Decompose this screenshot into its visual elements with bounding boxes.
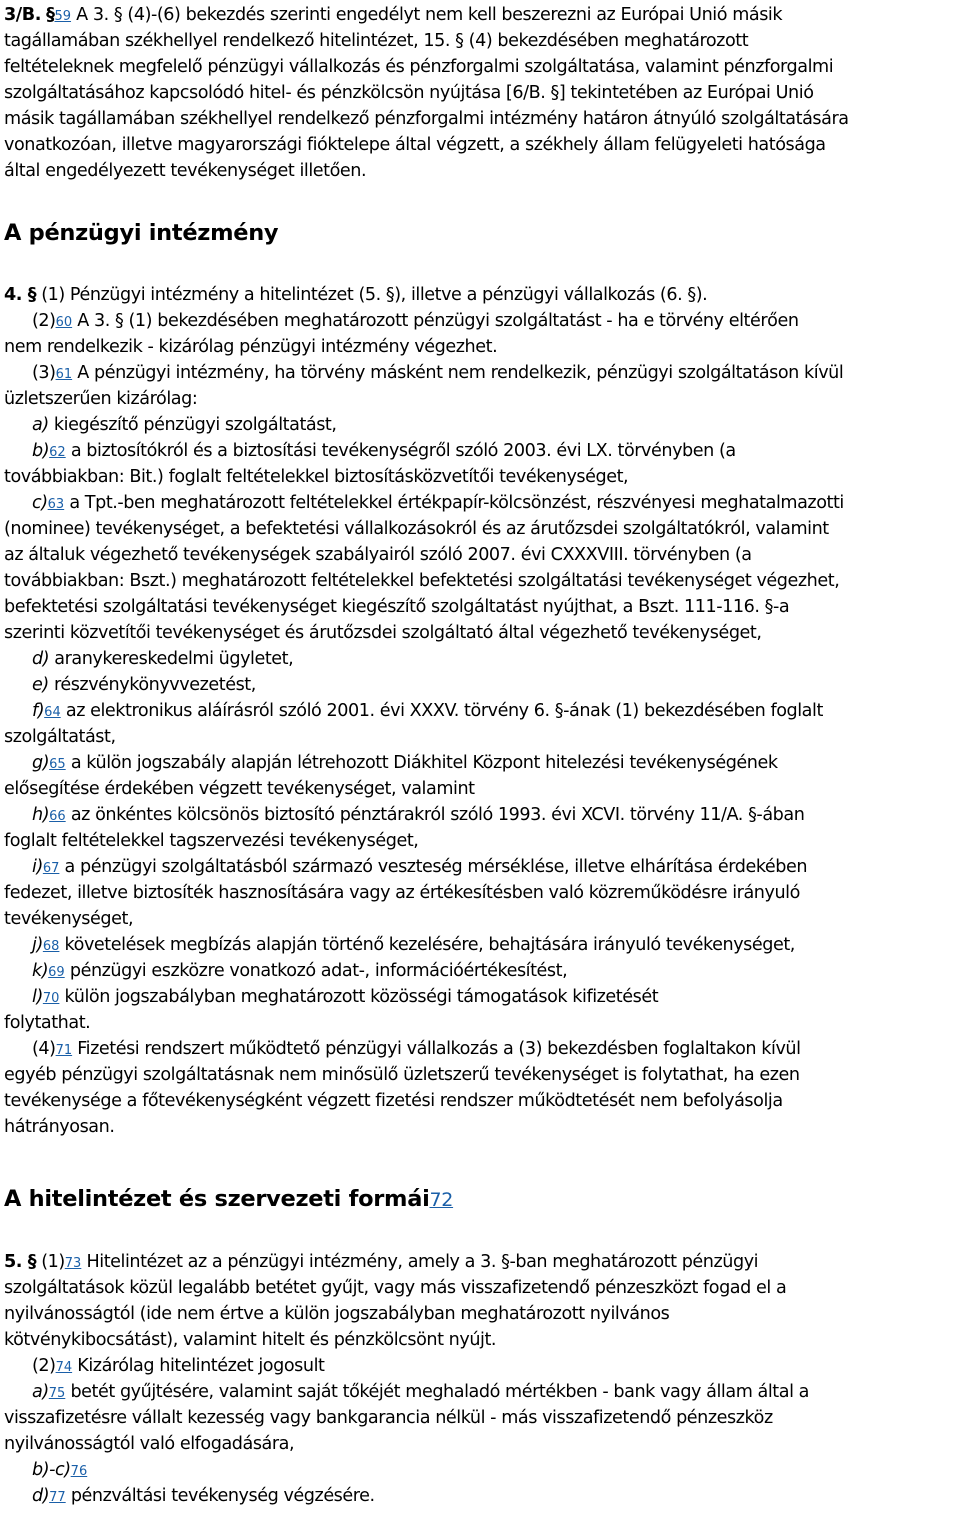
text-span: (1) Pénzügyi intézmény a hitelintézet (5. §), illetve a pénzügyi vállalkozás (6. §).	[36, 285, 708, 305]
text-span: részvénykönyvvezetést,	[48, 675, 256, 695]
point-h-line-1	[32, 803, 804, 829]
section-4-p4-line-1	[32, 1037, 801, 1063]
text-span: Kizárólag hitelintézet jogosult	[72, 1356, 325, 1376]
footnote-link-72[interactable]: 72	[429, 1189, 454, 1211]
section-number: 3/B.	[4, 5, 41, 25]
footnote-link-69[interactable]: 69	[48, 965, 65, 980]
section-number: 4. §	[4, 285, 37, 305]
point-label: e)	[32, 675, 49, 695]
text-span: külön jogszabályban meghatározott közösségi támogatások kifizetését	[59, 987, 659, 1007]
point-label: k)	[32, 961, 49, 981]
point-label: g)	[32, 753, 50, 773]
point-a	[32, 413, 337, 437]
footnote-link-60[interactable]: 60	[55, 315, 73, 330]
section-3b-line-2: tagállamában székhellyel rendelkező hitelintézet, 15. § (4) bekezdésében meghatározott	[4, 31, 749, 51]
point-c-line-4: továbbiakban: Bszt.) meghatározott feltételekkel befektetési szolgáltatási tevékenységet végezhet,	[4, 571, 840, 591]
point-l	[32, 985, 658, 1011]
footnote-link-71[interactable]: 71	[55, 1043, 73, 1058]
footnote-link-73[interactable]: 73	[64, 1256, 82, 1271]
point-c-line-5: befektetési szolgáltatási tevékenységet kiegészítő szolgáltatást nyújthat, a Bszt. 111-116. §-a	[4, 597, 790, 617]
point-label: h)	[32, 805, 50, 825]
text-span: A 3. § (4)-(6) bekezdés szerinti engedélyt nem kell beszerezni az Európai Unió másik	[71, 5, 783, 25]
text-span: a biztosítókról és a biztosítási tevékenységről szóló 2003. évi LX. törvényben (a	[65, 441, 736, 461]
point-label: a)	[32, 1382, 49, 1402]
section-5-p1-line-4: kötvénykibocsátást), valamint hitelt és pénzkölcsönt nyújt.	[4, 1330, 497, 1350]
point-label: d)	[32, 649, 50, 669]
footnote-link-61[interactable]: 61	[55, 367, 73, 382]
point-c-line-1	[32, 491, 844, 517]
heading-penzugyi-intezmeny: A pénzügyi intézmény	[4, 220, 279, 246]
point-d	[32, 647, 293, 671]
point-f-line-2: szolgáltatást,	[4, 727, 116, 747]
footnote-link-76[interactable]: 76	[70, 1464, 88, 1479]
text-span: betét gyűjtésére, valamint saját tőkéjét meghaladó mértékben - bank vagy állam által a	[65, 1382, 809, 1402]
point-label: f)	[32, 701, 45, 721]
section-sign: §	[46, 5, 55, 25]
section-3b-line-4: szolgáltatásához kapcsolódó hitel- és pénzkölcsön nyújtása [6/B. §] tekintetében az Európai Unió	[4, 83, 814, 103]
section-5-p1-line-2: szolgáltatások közül legalább betétet gyűjt, vagy más visszafizetendő pénzeszközt fogad el a	[4, 1278, 787, 1298]
point-k	[32, 959, 567, 985]
point-label: j)	[32, 935, 43, 955]
point-f-line-1	[32, 699, 823, 725]
section-4-tail: folytathat.	[4, 1013, 91, 1033]
text-span: A pénzügyi intézmény, ha törvény másként nem rendelkezik, pénzügyi szolgáltatáson kívül	[72, 363, 844, 383]
paragraph-number: (2)	[32, 311, 56, 331]
point-g-line-1	[32, 751, 778, 777]
footnote-link-64[interactable]: 64	[44, 705, 61, 720]
section-5-p1-line-1	[4, 1250, 758, 1276]
text-span: a külön jogszabály alapján létrehozott Diákhitel Központ hitelezési tevékenységének	[65, 753, 778, 773]
paragraph-number: (2)	[32, 1356, 56, 1376]
heading-hitelintezet	[4, 1184, 453, 1215]
text-span: A 3. § (1) bekezdésében meghatározott pénzügyi szolgáltatást - ha e törvény eltérően	[72, 311, 799, 331]
point-label: b)	[32, 441, 50, 461]
footnote-link-66[interactable]: 66	[49, 809, 66, 824]
section-4-p4-line-2: egyéb pénzügyi szolgáltatásnak nem minősülő üzletszerű tevékenységet is folytathat, ha ezen	[4, 1065, 800, 1085]
text-span: a Tpt.-ben meghatározott feltételekkel értékpapír-kölcsönzést, részvényesi meghatalmazotti	[64, 493, 844, 513]
point-label: a)	[32, 415, 49, 435]
point-label: b)-c)	[32, 1460, 71, 1480]
point-i-line-3: tevékenységet,	[4, 909, 134, 929]
section-4-p2-line-1	[32, 309, 799, 335]
text-span: kiegészítő pénzügyi szolgáltatást,	[48, 415, 337, 435]
heading-text: A hitelintézet és szervezeti formái	[4, 1186, 430, 1212]
text-span: pénzváltási tevékenység végzésére.	[65, 1486, 375, 1506]
section-3b-line-1	[4, 3, 782, 29]
point-j	[32, 933, 795, 959]
point-g-line-2: elősegítése érdekében végzett tevékenységet, valamint	[4, 779, 475, 799]
footnote-link-77[interactable]: 77	[49, 1490, 66, 1505]
section-3b-line-7: által engedélyezett tevékenységet illetően.	[4, 161, 367, 181]
footnote-link-63[interactable]: 63	[47, 497, 65, 512]
footnote-link-62[interactable]: 62	[49, 445, 66, 460]
text-span: pénzügyi eszközre vonatkozó adat-, információértékesítést,	[64, 961, 568, 981]
paragraph-number: (4)	[32, 1039, 56, 1059]
text-span: az elektronikus aláírásról szóló 2001. évi XXXV. törvény 6. §-ának (1) bekezdésében foglalt	[60, 701, 823, 721]
section-4-p3-line-1	[32, 361, 843, 387]
point-c-line-6: szerinti közvetítői tevékenységet és árutőzsdei szolgáltató által végezhető tevékenységet,	[4, 623, 762, 643]
point-c-line-2: (nominee) tevékenységet, a befektetési vállalkozásokról és az árutőzsdei szolgáltatókról, valamint	[4, 519, 829, 539]
footnote-link-74[interactable]: 74	[55, 1360, 73, 1375]
paragraph-number: (1)	[36, 1252, 65, 1272]
footnote-link-59[interactable]: 59	[54, 9, 72, 24]
footnote-link-75[interactable]: 75	[48, 1386, 66, 1401]
point-label: l)	[32, 987, 43, 1007]
section-5-point-a-line-2: visszafizetésre vállalt kezesség vagy bankgarancia nélkül - más visszafizetendő pénzeszköz	[4, 1408, 773, 1428]
point-c-line-3: az általuk végezhető tevékenységek szabályairól szóló 2007. évi CXXXVIII. törvényben (a	[4, 545, 752, 565]
section-3b-line-3: feltételeknek megfelelő pénzügyi vállalkozás és pénzforgalmi szolgáltatása, valamint pénzforgalmi	[4, 57, 834, 77]
point-b-line-1	[32, 439, 736, 465]
point-label: c)	[32, 493, 48, 513]
section-5-point-bc	[32, 1458, 87, 1484]
section-number: 5. §	[4, 1252, 37, 1272]
section-5-p1-line-3: nyilvánosságtól (ide nem értve a külön jogszabályban meghatározott nyilvános	[4, 1304, 670, 1324]
point-label: i)	[32, 857, 43, 877]
section-4-p1	[4, 283, 707, 307]
text-span: a pénzügyi szolgáltatásból származó veszteség mérséklése, illetve elhárítása érdekében	[59, 857, 808, 877]
section-4-p4-line-4: hátrányosan.	[4, 1117, 115, 1137]
text-span: az önkéntes kölcsönös biztosító pénztárakról szóló 1993. évi XCVI. törvény 11/A. §-ában	[65, 805, 805, 825]
text-span: követelések megbízás alapján történő kezelésére, behajtására irányuló tevékenységet,	[59, 935, 795, 955]
section-5-point-d	[32, 1484, 375, 1510]
text-span: Fizetési rendszert működtető pénzügyi vállalkozás a (3) bekezdésben foglaltakon kívül	[72, 1039, 801, 1059]
point-i-line-1	[32, 855, 807, 881]
section-4-p3-line-2: üzletszerűen kizárólag:	[4, 389, 198, 409]
section-5-p2	[32, 1354, 324, 1380]
point-e	[32, 673, 256, 697]
text-span: aranykereskedelmi ügyletet,	[49, 649, 294, 669]
section-3b-line-5: másik tagállamában székhellyel rendelkező pénzforgalmi intézmény határon átnyúló szolgáltatására	[4, 109, 849, 129]
section-3b-line-6: vonatkozóan, illetve magyarországi fióktelepe által végzett, a székhely állam felügyeleti hatósága	[4, 135, 826, 155]
footnote-link-68[interactable]: 68	[42, 939, 60, 954]
section-5-point-a-line-3: nyilvánosságtól való elfogadására,	[4, 1434, 295, 1454]
section-4-p4-line-3: tevékenysége a főtevékenységként végzett fizetési rendszer működtetését nem befolyásolja	[4, 1091, 783, 1111]
section-5-point-a-line-1	[32, 1380, 809, 1406]
point-i-line-2: fedezet, illetve biztosíték hasznosítására vagy az értékesítésben való közreműködésre irányuló	[4, 883, 800, 903]
text-span: Hitelintézet az a pénzügyi intézmény, amely a 3. §-ban meghatározott pénzügyi	[81, 1252, 759, 1272]
point-h-line-2: foglalt feltételekkel tagszervezési tevékenységet,	[4, 831, 419, 851]
section-4-p2-line-2: nem rendelkezik - kizárólag pénzügyi intézmény végezhet.	[4, 337, 498, 357]
point-b-line-2: továbbiakban: Bit.) foglalt feltételekkel biztosításközvetítői tevékenységet,	[4, 467, 629, 487]
footnote-link-70[interactable]: 70	[42, 991, 60, 1006]
point-label: d)	[32, 1486, 50, 1506]
paragraph-number: (3)	[32, 363, 56, 383]
footnote-link-65[interactable]: 65	[49, 757, 66, 772]
footnote-link-67[interactable]: 67	[42, 861, 60, 876]
